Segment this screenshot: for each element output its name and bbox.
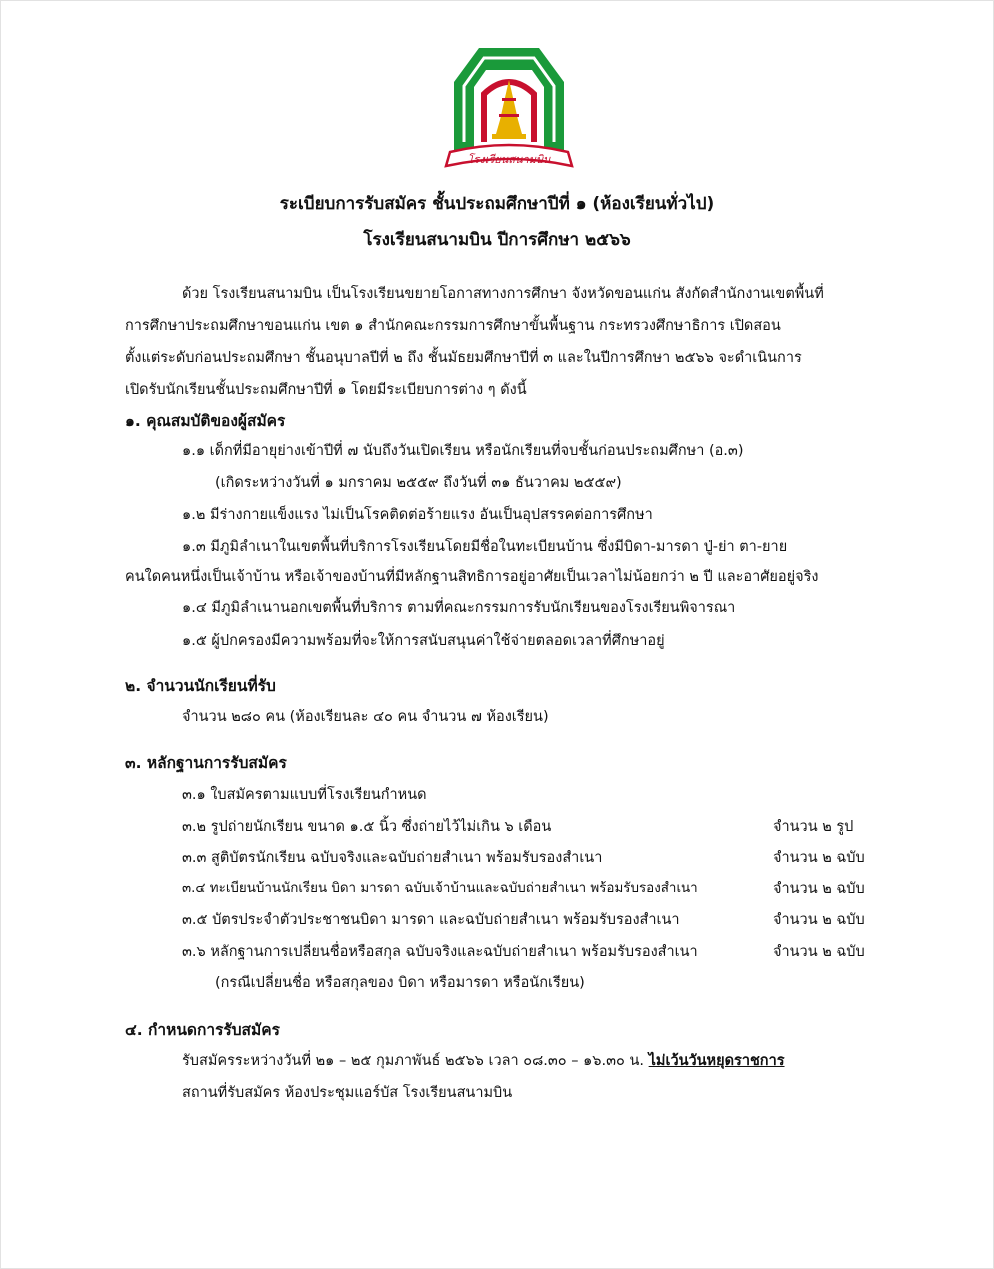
section-3-item-2-qty: จำนวน ๒ รูป: [773, 819, 854, 835]
section-3-item-4: ๓.๔ ทะเบียนบ้านนักเรียน บิดา มารดา ฉบับเจ้าบ้านและฉบับถ่ายสำเนา พร้อมรับรองสำเนา: [182, 881, 698, 896]
section-4-holiday-note: ไม่เว้นวันหยุดราชการ: [648, 1053, 785, 1069]
intro-line-3: ตั้งแต่ระดับก่อนประถมศึกษา ชั้นอนุบาลปีที่ ๒ ถึง ชั้นมัธยมศึกษาปีที่ ๓ และในปีการศึกษา ๒๕๖๖ จะดำเนินการ: [125, 350, 802, 366]
section-2-text: จำนวน ๒๘๐ คน (ห้องเรียนละ ๔๐ คน จำนวน ๗ ห้องเรียน): [182, 709, 549, 725]
section-3-item-6-note: (กรณีเปลี่ยนชื่อ หรือสกุลของ บิดา หรือมารดา หรือนักเรียน): [215, 975, 585, 991]
logo-banner-text: โรงเรียนสนามบิน: [467, 153, 551, 166]
section-3-item-6: ๓.๖ หลักฐานการเปลี่ยนชื่อหรือสกุล ฉบับจริงและฉบับถ่ายสำเนา พร้อมรับรองสำเนา: [182, 944, 698, 960]
section-1-item-5: ๑.๕ ผู้ปกครองมีความพร้อมที่จะให้การสนับสนุนค่าใช้จ่ายตลอดเวลาที่ศึกษาอยู่: [182, 633, 665, 649]
section-1-item-3: ๑.๓ มีภูมิลำเนาในเขตพื้นที่บริการโรงเรียนโดยมีชื่อในทะเบียนบ้าน ซึ่งมีบิดา-มารดา ปู่-ย่า ตา-ยาย: [182, 539, 788, 555]
section-3-item-5: ๓.๕ บัตรประจำตัวประชาชนบิดา มารดา และฉบับถ่ายสำเนา พร้อมรับรองสำเนา: [182, 912, 680, 928]
section-3-item-3: ๓.๓ สูติบัตรนักเรียน ฉบับจริงและฉบับถ่ายสำเนา พร้อมรับรองสำเนา: [182, 850, 603, 866]
section-1-item-3-cont: คนใดคนหนึ่งเป็นเจ้าบ้าน หรือเจ้าของบ้านที่มีหลักฐานสิทธิการอยู่อาศัยเป็นเวลาไม่น้อยกว่า ๒ ปี และอาศัยอยู่จริง: [125, 569, 819, 585]
section-1-item-1: ๑.๑ เด็กที่มีอายุย่างเข้าปีที่ ๗ นับถึงวันเปิดเรียน หรือนักเรียนที่จบชั้นก่อนประถมศึกษา (อ.๓): [182, 443, 744, 459]
section-3-item-5-qty: จำนวน ๒ ฉบับ: [773, 912, 865, 928]
section-4-dates-text: รับสมัครระหว่างวันที่ ๒๑ – ๒๕ กุมภาพันธ์ ๒๕๖๖ เวลา ๐๘.๓๐ – ๑๖.๓๐ น.: [182, 1053, 645, 1069]
section-1-item-2: ๑.๒ มีร่างกายแข็งแรง ไม่เป็นโรคติดต่อร้ายแรง อันเป็นอุปสรรคต่อการศึกษา: [182, 507, 653, 523]
document-title: ระเบียบการรับสมัคร ชั้นประถมศึกษาปีที่ ๑ (ห้องเรียนทั่วไป): [279, 194, 715, 214]
section-4-place: สถานที่รับสมัคร ห้องประชุมแอร์บัส โรงเรียนสนามบิน: [182, 1085, 513, 1101]
section-1-heading: ๑. คุณสมบัติของผู้สมัคร: [125, 412, 286, 430]
section-1-item-4: ๑.๔ มีภูมิลำเนานอกเขตพื้นที่บริการ ตามที่คณะกรรมการรับนักเรียนของโรงเรียนพิจารณา: [182, 600, 736, 616]
document-subtitle: โรงเรียนสนามบิน ปีการศึกษา ๒๕๖๖: [363, 230, 631, 250]
intro-line-2: การศึกษาประถมศึกษาขอนแก่น เขต ๑ สำนักคณะกรรมการศึกษาขั้นพื้นฐาน กระทรวงศึกษาธิการ เปิดสอน: [125, 318, 781, 334]
section-3-heading: ๓. หลักฐานการรับสมัคร: [125, 754, 287, 772]
section-3-item-6-qty: จำนวน ๒ ฉบับ: [773, 944, 865, 960]
intro-line-1: ด้วย โรงเรียนสนามบิน เป็นโรงเรียนขยายโอกาสทางการศึกษา จังหวัดขอนแก่น สังกัดสำนักงานเขตพื้นที่: [182, 286, 824, 302]
intro-line-4: เปิดรับนักเรียนชั้นประถมศึกษาปีที่ ๑ โดยมีระเบียบการต่าง ๆ ดังนี้: [125, 382, 527, 398]
section-4-heading: ๔. กำหนดการรับสมัคร: [125, 1021, 280, 1039]
section-3-item-4-qty: จำนวน ๒ ฉบับ: [773, 881, 865, 897]
section-3-item-1: ๓.๑ ใบสมัครตามแบบที่โรงเรียนกำหนด: [182, 787, 427, 803]
section-3-item-2: ๓.๒ รูปถ่ายนักเรียน ขนาด ๑.๕ นิ้ว ซึ่งถ่ายไว้ไม่เกิน ๖ เดือน: [182, 819, 552, 835]
section-4-dates: [182, 1050, 785, 1072]
section-2-heading: ๒. จำนวนนักเรียนที่รับ: [125, 677, 276, 695]
section-3-item-3-qty: จำนวน ๒ ฉบับ: [773, 850, 865, 866]
section-1-item-1-note: (เกิดระหว่างวันที่ ๑ มกราคม ๒๕๕๙ ถึงวันที่ ๓๑ ธันวาคม ๒๕๕๙): [215, 475, 622, 491]
